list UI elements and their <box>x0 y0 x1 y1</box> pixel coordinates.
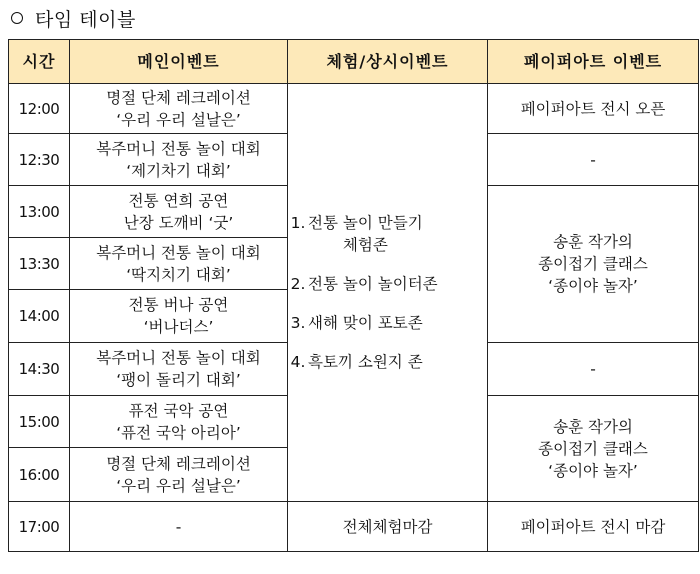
main-event-line: ‘딱지치기 대회’ <box>126 265 231 284</box>
paper-art-cell: - <box>488 343 699 396</box>
main-event-line: 전통 버나 공연 <box>128 296 229 314</box>
class-line: 송훈 작가의 <box>553 417 633 436</box>
main-event-line: 복주머니 전통 놀이 대회 <box>96 243 261 262</box>
experience-item <box>288 312 487 334</box>
header-main-event: 메인이벤트 <box>70 40 288 84</box>
item-text: 체험존 <box>342 236 388 254</box>
item-text: 전통 놀이 놀이터존 <box>308 275 438 293</box>
item-text: 새해 맞이 포토존 <box>308 314 423 332</box>
header-time: 시간 <box>9 40 70 84</box>
time-cell: 14:30 <box>9 343 70 396</box>
table-row <box>9 502 699 552</box>
time-cell: 16:00 <box>9 448 70 502</box>
paper-art-class-cell <box>488 186 699 343</box>
main-event-line: ‘제기차기 대회’ <box>126 161 231 180</box>
main-event-line: 명절 단체 레크레이션 <box>106 88 251 107</box>
time-cell: 12:00 <box>9 84 70 134</box>
main-event-cell <box>70 84 288 134</box>
table-row <box>9 84 699 134</box>
main-event-line: ‘우리 우리 설날은’ <box>116 476 241 495</box>
main-event-cell: - <box>70 502 288 552</box>
experience-closing-cell: 전체체험마감 <box>288 502 488 552</box>
timetable <box>8 39 699 552</box>
paper-art-cell: - <box>488 134 699 186</box>
main-event-line: 난장 도깨비 ‘굿’ <box>123 213 234 232</box>
item-text: 흑토끼 소원지 존 <box>308 353 423 371</box>
experience-item <box>288 273 487 295</box>
time-cell: 12:30 <box>9 134 70 186</box>
header-paper-art-event: 페이퍼아트 이벤트 <box>488 40 699 84</box>
paper-art-cell: 페이퍼아트 전시 오픈 <box>488 84 699 134</box>
header-experience-event: 체험/상시이벤트 <box>288 40 488 84</box>
header-row <box>9 40 699 84</box>
main-event-cell <box>70 396 288 448</box>
main-event-cell <box>70 238 288 290</box>
section-title-text: 타임 테이블 <box>35 8 136 31</box>
main-event-line: ‘우리 우리 설날은’ <box>116 110 241 129</box>
item-number: 4. <box>290 353 306 371</box>
class-line: 종이접기 클래스 <box>538 255 648 273</box>
main-event-line: 복주머니 전통 놀이 대회 <box>96 139 261 158</box>
class-line: 종이접기 클래스 <box>538 439 648 458</box>
item-text: 전통 놀이 만들기 <box>308 214 423 232</box>
section-title <box>8 6 136 30</box>
experience-cell <box>288 84 488 502</box>
main-event-cell <box>70 186 288 238</box>
item-number: 3. <box>290 314 306 332</box>
class-line: 송훈 작가의 <box>553 233 633 251</box>
experience-item <box>288 212 487 256</box>
time-cell: 14:00 <box>9 290 70 343</box>
time-cell: 15:00 <box>9 396 70 448</box>
main-event-cell <box>70 134 288 186</box>
paper-art-class-cell <box>488 396 699 502</box>
time-cell: 17:00 <box>9 502 70 552</box>
paper-art-cell: 페이퍼아트 전시 마감 <box>488 502 699 552</box>
main-event-line: 명절 단체 레크레이션 <box>106 454 251 473</box>
item-number: 2. <box>290 275 306 293</box>
class-line: ‘종이야 놀자’ <box>548 461 638 480</box>
time-cell: 13:30 <box>9 238 70 290</box>
circle-bullet-icon <box>11 12 23 24</box>
main-event-cell <box>70 290 288 343</box>
main-event-line: 퓨전 국악 공연 <box>128 401 229 420</box>
main-event-line: 복주머니 전통 놀이 대회 <box>96 349 261 367</box>
class-line: ‘종이야 놀자’ <box>548 277 638 295</box>
experience-item <box>288 351 487 373</box>
main-event-line: ‘퓨전 국악 아리아’ <box>116 423 241 442</box>
time-cell: 13:00 <box>9 186 70 238</box>
main-event-line: 전통 연희 공연 <box>128 191 229 210</box>
main-event-cell <box>70 343 288 396</box>
item-number: 1. <box>290 214 306 232</box>
main-event-line: ‘버나더스’ <box>143 318 214 336</box>
main-event-line: ‘팽이 돌리기 대회’ <box>116 371 241 389</box>
main-event-cell <box>70 448 288 502</box>
